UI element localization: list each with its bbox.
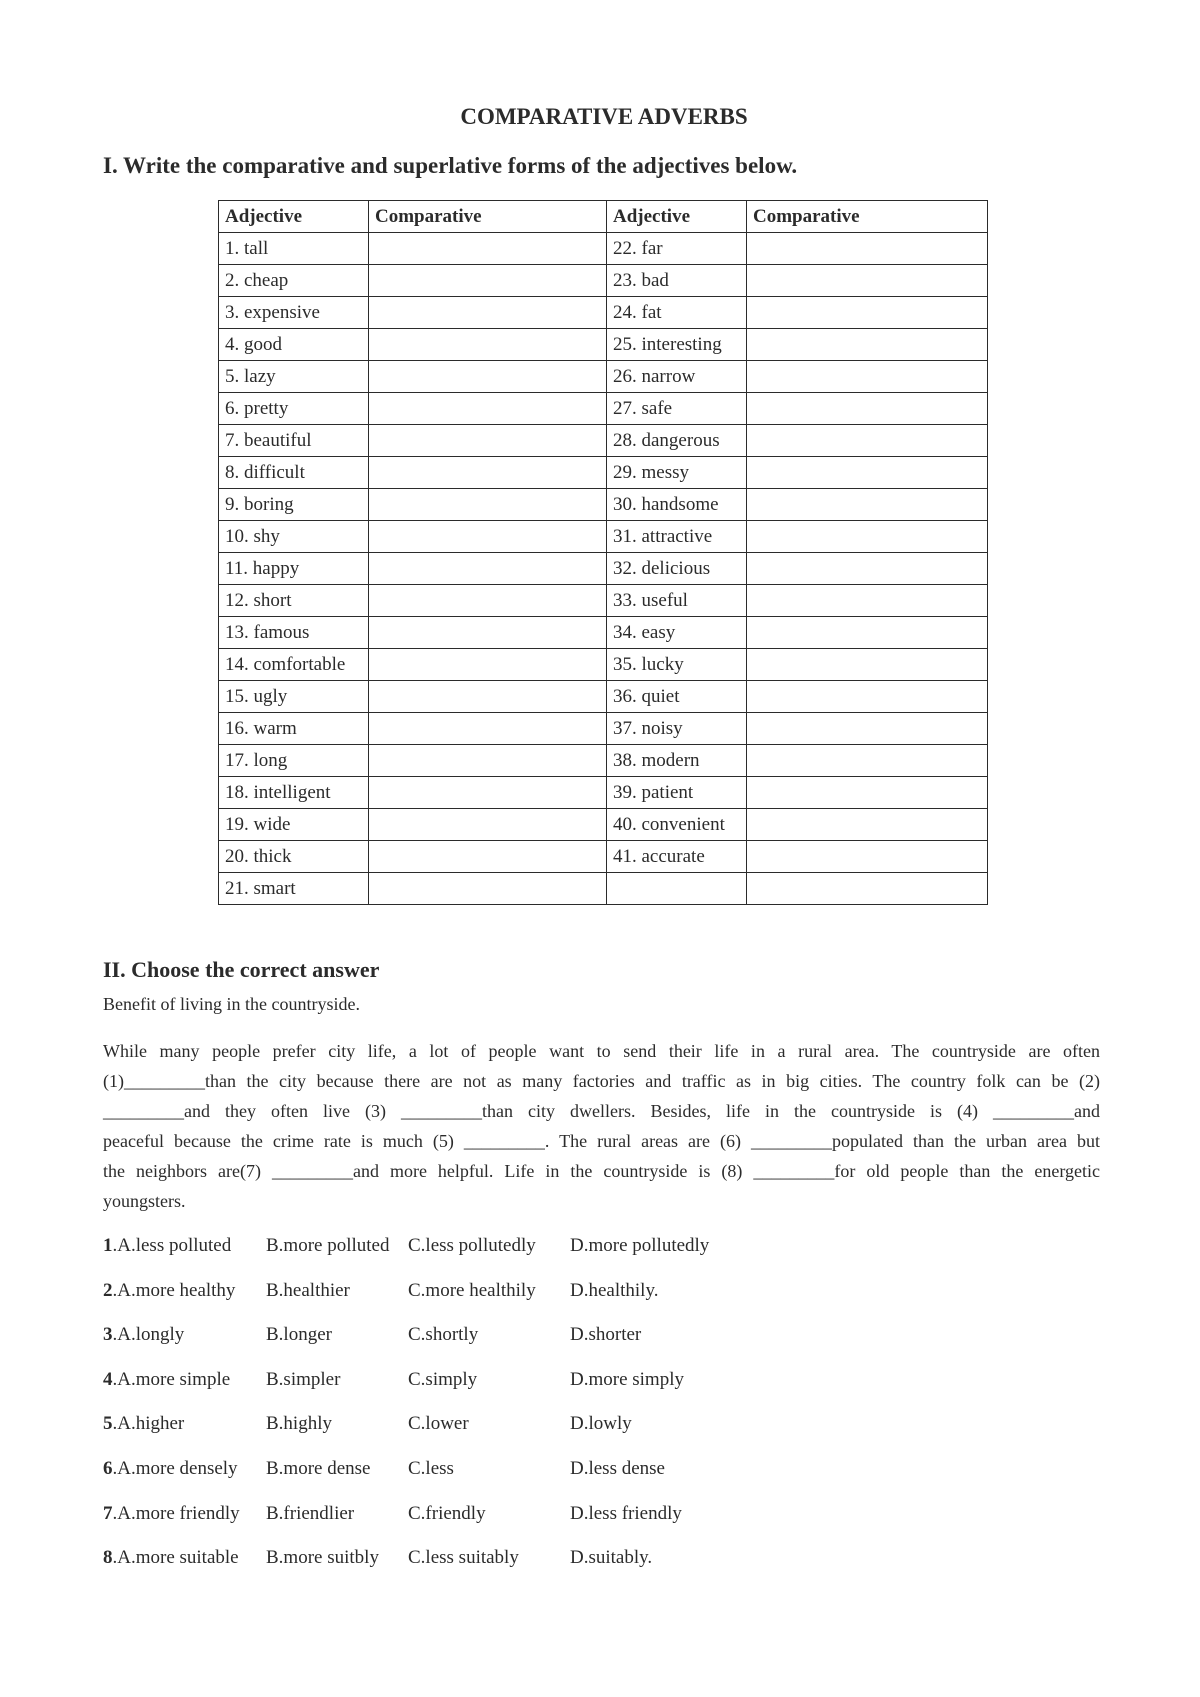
question-number: 7 xyxy=(103,1502,113,1524)
passage-title: Benefit of living in the countryside. xyxy=(103,994,360,1014)
option-a[interactable] xyxy=(103,1235,231,1257)
comparative-cell xyxy=(747,297,988,329)
option-c[interactable]: C.friendly xyxy=(408,1502,486,1524)
adjective-cell: 20. thick xyxy=(219,841,369,873)
table-row xyxy=(219,681,988,713)
option-a-text: .A.more suitable xyxy=(112,1547,239,1569)
option-c[interactable]: C.less xyxy=(408,1457,454,1479)
section-1-heading: I. Write the comparative and superlative forms of the adjectives below. xyxy=(103,153,798,178)
comparative-cell xyxy=(747,745,988,777)
option-a[interactable] xyxy=(103,1503,240,1525)
comparative-cell xyxy=(747,521,988,553)
comparative-cell xyxy=(747,649,988,681)
table-row xyxy=(219,297,988,329)
table-row xyxy=(219,329,988,361)
question-number: 2 xyxy=(103,1279,113,1301)
option-a-text: .A.more healthy xyxy=(112,1279,236,1301)
option-d[interactable]: D.suitably. xyxy=(570,1547,653,1569)
comparative-cell xyxy=(747,681,988,713)
comparative-cell xyxy=(369,713,607,745)
adjective-cell: 25. interesting xyxy=(607,329,747,361)
comparative-cell xyxy=(747,713,988,745)
adjective-cell: 3. expensive xyxy=(219,297,369,329)
table-row xyxy=(219,489,988,521)
adjective-cell: 12. short xyxy=(219,585,369,617)
table-row xyxy=(219,809,988,841)
adjective-cell: 31. attractive xyxy=(607,521,747,553)
adjective-cell: 8. difficult xyxy=(219,457,369,489)
column-header: Comparative xyxy=(369,201,607,233)
comparative-cell xyxy=(369,297,607,329)
adjective-cell: 33. useful xyxy=(607,585,747,617)
adjective-cell: 5. lazy xyxy=(219,361,369,393)
comparative-cell xyxy=(747,841,988,873)
page-title: COMPARATIVE ADVERBS xyxy=(460,104,748,129)
option-a[interactable] xyxy=(103,1369,230,1391)
comparative-cell xyxy=(369,873,607,905)
option-a-text: .A.higher xyxy=(112,1413,185,1435)
adjective-cell: 6. pretty xyxy=(219,393,369,425)
adjective-cell: 2. cheap xyxy=(219,265,369,297)
question-number: 6 xyxy=(103,1457,113,1479)
section-2-heading: II. Choose the correct answer xyxy=(103,957,380,982)
comparative-cell xyxy=(369,777,607,809)
comparative-cell xyxy=(369,585,607,617)
table-row xyxy=(219,617,988,649)
option-d[interactable]: D.healthily. xyxy=(570,1279,659,1301)
adjective-cell: 30. handsome xyxy=(607,489,747,521)
adjective-cell: 18. intelligent xyxy=(219,777,369,809)
comparative-cell xyxy=(747,777,988,809)
comparative-cell xyxy=(369,425,607,457)
table-row xyxy=(219,425,988,457)
adjective-cell: 1. tall xyxy=(219,233,369,265)
option-b[interactable]: B.healthier xyxy=(266,1279,350,1301)
table-row xyxy=(219,265,988,297)
adjective-cell: 23. bad xyxy=(607,265,747,297)
table-row xyxy=(219,841,988,873)
comparative-cell xyxy=(369,265,607,297)
option-a-text: .A.more densely xyxy=(112,1457,238,1479)
comparative-cell xyxy=(369,809,607,841)
adjective-cell: 28. dangerous xyxy=(607,425,747,457)
adjective-cell: 19. wide xyxy=(219,809,369,841)
comparative-cell xyxy=(369,233,607,265)
adjective-cell: 7. beautiful xyxy=(219,425,369,457)
comparative-cell xyxy=(747,329,988,361)
passage-line: (1)_________than the city because there are not as many factories and traffic as in big cities. The country folk can be (2) xyxy=(103,1071,1100,1091)
adjective-cell: 29. messy xyxy=(607,457,747,489)
option-b[interactable]: B.simpler xyxy=(266,1368,341,1390)
table-row xyxy=(219,713,988,745)
adjective-cell: 35. lucky xyxy=(607,649,747,681)
comparative-cell xyxy=(369,649,607,681)
option-a[interactable] xyxy=(103,1547,239,1569)
comparative-cell xyxy=(747,425,988,457)
adjective-cell: 38. modern xyxy=(607,745,747,777)
passage-line: While many people prefer city life, a lot of people want to send their life in a rural area. The countryside are often xyxy=(103,1041,1100,1061)
option-a-text: .A.longly xyxy=(112,1324,185,1346)
comparative-cell xyxy=(369,393,607,425)
option-c[interactable]: C.more healthily xyxy=(408,1279,536,1301)
option-c[interactable]: C.lower xyxy=(408,1413,469,1435)
adjective-cell: 9. boring xyxy=(219,489,369,521)
comparative-cell xyxy=(747,617,988,649)
comparative-cell xyxy=(369,457,607,489)
adjective-cell: 41. accurate xyxy=(607,841,747,873)
adjective-cell: 32. delicious xyxy=(607,553,747,585)
question-number: 4 xyxy=(103,1368,113,1390)
table-row xyxy=(219,873,988,905)
option-b[interactable]: B.more dense xyxy=(266,1457,371,1479)
option-c[interactable]: C.less pollutedly xyxy=(408,1235,536,1256)
table-header-row xyxy=(219,201,988,233)
comparative-cell xyxy=(747,393,988,425)
comparative-cell xyxy=(747,585,988,617)
table-row xyxy=(219,649,988,681)
adjectives-table xyxy=(218,200,988,905)
comparative-cell xyxy=(747,489,988,521)
table-body xyxy=(219,233,988,905)
comparative-cell xyxy=(747,809,988,841)
option-b[interactable]: B.more suitbly xyxy=(266,1547,379,1569)
comparative-cell xyxy=(747,265,988,297)
question-number: 3 xyxy=(103,1324,113,1346)
passage-line: peaceful because the crime rate is much (5) _________. The rural areas are (6) _________populated than the urban area but xyxy=(103,1131,1100,1151)
comparative-cell xyxy=(369,329,607,361)
option-a[interactable] xyxy=(103,1280,235,1302)
adjective-cell: 24. fat xyxy=(607,297,747,329)
adjective-cell: 27. safe xyxy=(607,393,747,425)
option-b[interactable]: B.highly xyxy=(266,1413,332,1435)
adjective-cell: 40. convenient xyxy=(607,809,747,841)
comparative-cell xyxy=(747,873,988,905)
option-a-text: .A.more friendly xyxy=(112,1502,240,1524)
adjective-cell: 10. shy xyxy=(219,521,369,553)
comparative-cell xyxy=(369,841,607,873)
option-a-text: .A.more simple xyxy=(112,1368,231,1390)
comparative-cell xyxy=(369,681,607,713)
adjective-cell xyxy=(607,873,747,905)
table-row xyxy=(219,233,988,265)
question-number: 5 xyxy=(103,1413,113,1435)
adjective-cell: 26. narrow xyxy=(607,361,747,393)
option-d[interactable]: D.less friendly xyxy=(570,1502,682,1524)
comparative-cell xyxy=(747,457,988,489)
passage-line: youngsters. xyxy=(103,1191,186,1211)
adjective-cell: 37. noisy xyxy=(607,713,747,745)
table-row xyxy=(219,745,988,777)
adjective-cell: 11. happy xyxy=(219,553,369,585)
option-d[interactable]: D.shorter xyxy=(570,1324,642,1346)
adjective-cell: 17. long xyxy=(219,745,369,777)
table-row xyxy=(219,393,988,425)
reading-passage xyxy=(103,1036,1100,1216)
table-row xyxy=(219,777,988,809)
comparative-cell xyxy=(747,361,988,393)
adjective-cell: 13. famous xyxy=(219,617,369,649)
comparative-cell xyxy=(747,553,988,585)
adjective-cell: 4. good xyxy=(219,329,369,361)
option-d[interactable]: D.more pollutedly xyxy=(570,1235,710,1256)
column-header: Comparative xyxy=(747,201,988,233)
passage-line: the neighbors are(7) _________and more helpful. Life in the countryside is (8) _________for old people than the energetic xyxy=(103,1161,1100,1181)
adjective-cell: 39. patient xyxy=(607,777,747,809)
table-row xyxy=(219,585,988,617)
table-row xyxy=(219,361,988,393)
adjective-cell: 21. smart xyxy=(219,873,369,905)
table-row xyxy=(219,521,988,553)
option-b[interactable]: B.friendlier xyxy=(266,1502,355,1524)
question-number: 1 xyxy=(103,1235,113,1256)
adjective-cell: 34. easy xyxy=(607,617,747,649)
option-b[interactable]: B.more polluted xyxy=(266,1235,390,1256)
adjective-cell: 36. quiet xyxy=(607,681,747,713)
comparative-cell xyxy=(369,489,607,521)
comparative-cell xyxy=(369,553,607,585)
option-c[interactable]: C.shortly xyxy=(408,1324,479,1346)
table-row xyxy=(219,457,988,489)
question-number: 8 xyxy=(103,1547,113,1569)
adjective-cell: 22. far xyxy=(607,233,747,265)
comparative-cell xyxy=(369,745,607,777)
option-a[interactable] xyxy=(103,1458,238,1480)
option-a-text: .A.less polluted xyxy=(112,1235,232,1256)
comparative-cell xyxy=(747,233,988,265)
comparative-cell xyxy=(369,521,607,553)
passage-line: _________and they often live (3) _________than city dwellers. Besides, life in the countryside is (4) _________and xyxy=(103,1101,1100,1121)
adjective-cell: 15. ugly xyxy=(219,681,369,713)
column-header: Adjective xyxy=(219,201,369,233)
option-b[interactable]: B.longer xyxy=(266,1324,332,1346)
option-a[interactable] xyxy=(103,1324,184,1346)
option-c[interactable]: C.simply xyxy=(408,1368,478,1390)
adjective-cell: 14. comfortable xyxy=(219,649,369,681)
option-c[interactable]: C.less suitably xyxy=(408,1547,519,1569)
table-row xyxy=(219,553,988,585)
option-d[interactable]: D.lowly xyxy=(570,1413,632,1435)
option-a[interactable] xyxy=(103,1413,184,1435)
comparative-cell xyxy=(369,361,607,393)
adjective-cell: 16. warm xyxy=(219,713,369,745)
option-d[interactable]: D.more simply xyxy=(570,1368,684,1390)
column-header: Adjective xyxy=(607,201,747,233)
option-d[interactable]: D.less dense xyxy=(570,1457,665,1479)
comparative-cell xyxy=(369,617,607,649)
